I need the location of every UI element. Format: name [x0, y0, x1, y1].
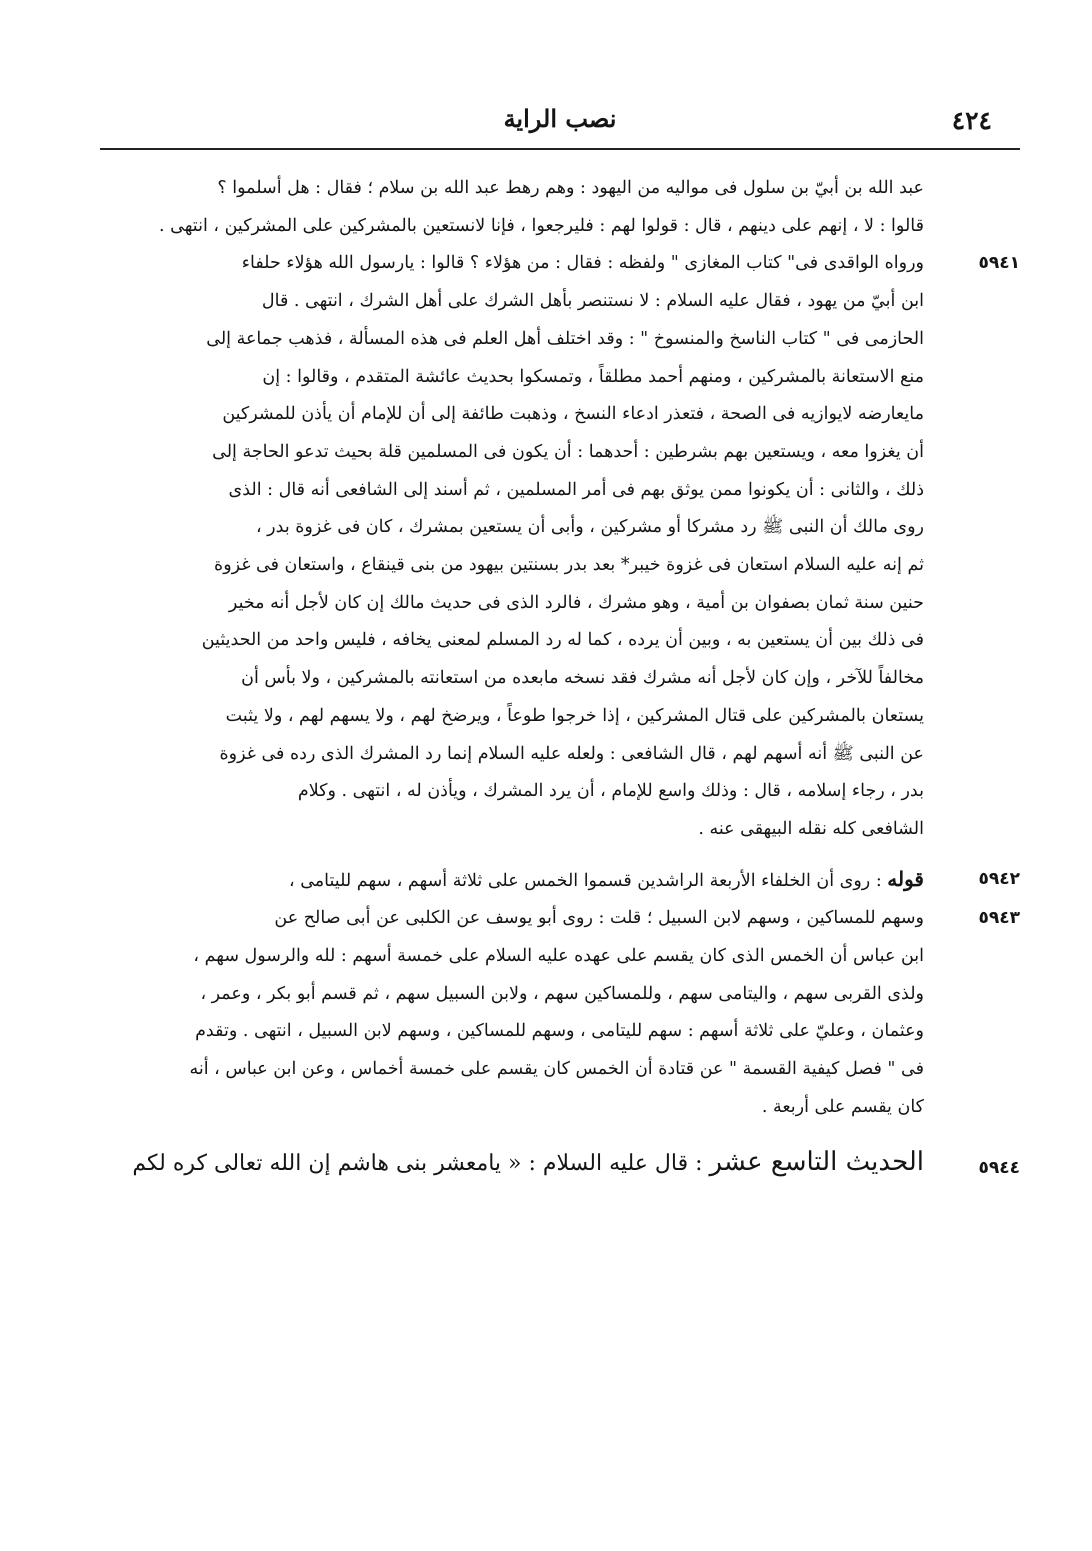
text-line: قالوا : لا ، إنهم على دينهم ، قال : قولوا لهم : فليرجعوا ، فإنا لانستعين بالمشركين على المشركين ، انتهى .	[159, 215, 924, 236]
text-line: حنين سنة ثمان بصفوان بن أمية ، وهو مشرك ، فالرد الذى فى حديث مالك إن كان لأجل أنه مخير	[228, 592, 924, 613]
text-line: ولذى القربى سهم ، واليتامى سهم ، وللمساكين سهم ، ولابن السبيل سهم ، ثم قسم أبو بكر ، وعمر ،	[200, 983, 924, 1004]
hadith-number: ٥٩٤٢	[978, 868, 1020, 889]
text-line: عبد الله بن أبيّ بن سلول فى مواليه من اليهود : وهم رهط عبد الله بن سلام ؛ فقال : هل أسلموا ؟	[217, 178, 924, 198]
text-line: منع الاستعانة بالمشركين ، ومنهم أحمد مطلقاً ، وتمسكوا بحديث عائشة المتقدم ، وقالوا : إن	[262, 366, 924, 387]
header-rule	[100, 148, 1020, 150]
page-number: ٤٢٤	[951, 106, 992, 135]
text-line: فى " فصل كيفية القسمة " عن قتادة أن الخمس كان يقسم على خمسة أخماس ، وعن ابن عباس ، أنه	[189, 1059, 924, 1080]
paragraph-5941	[100, 245, 1020, 848]
paragraph-5942	[100, 861, 1020, 901]
text-line: بدر ، رجاء إسلامه ، قال : وذلك واسع للإمام ، أن يرد المشرك ، ويأذن له ، انتهى . وكلام	[297, 781, 924, 802]
text-line: ذلك ، والثانى : أن يكونوا ممن يوثق بهم فى أمر المسلمين ، ثم أسند إلى الشافعى أنه قال : الذى	[228, 479, 924, 500]
hadith-number: ٥٩٤٣	[978, 908, 1020, 929]
text-line: روى مالك أن النبى ﷺ رد مشركا أو مشركين ، وأبى أن يستعين بمشرك ، كان فى غزوة بدر ،	[255, 517, 924, 538]
text-line: ثم إنه عليه السلام استعان فى غزوة خيبر* بعد بدر بسنتين بيهود من بنى قينقاع ، واستعان فى غزوة	[214, 555, 924, 576]
text-line: وسهم للمساكين ، وسهم لابن السبيل ؛ قلت : روى أبو يوسف عن الكلبى عن أبى صالح عن	[274, 908, 924, 929]
lead-word: قوله	[887, 866, 924, 891]
hadith-number: ٥٩٤١	[978, 253, 1020, 274]
text-line: عن النبى ﷺ أنه أسهم لهم ، قال الشافعى : ولعله عليه السلام إنما رد المشرك الذى رده فى غزوة	[219, 743, 924, 764]
text-line: ابن عباس أن الخمس الذى كان يقسم على عهده عليه السلام على خمسة أسهم : لله والرسول سهم ،	[193, 946, 924, 967]
text-line: ورواه الواقدى فى" كتاب المغازى " ولفظه : فقال : من هؤلاء ؟ قالوا : يارسول الله هؤلاء حلفاء	[241, 253, 924, 274]
hadith-number: ٥٩٤٤	[978, 1157, 1020, 1178]
text-line: وعثمان ، وعليّ على ثلاثة أسهم : سهم لليتامى ، وسهم للمساكين ، وسهم لابن السبيل ، انتهى . وتقدم	[195, 1021, 924, 1042]
running-title: نصب الراية	[503, 104, 617, 133]
text-line: مايعارضه لايوازيه فى الصحة ، فتعذر ادعاء النسخ ، وذهبت طائفة إلى أن للإمام أن يأذن للمشركين	[222, 404, 924, 425]
text-line	[100, 861, 924, 901]
text-fragment: : روى أن الخلفاء الأربعة الراشدين قسموا الخمس على ثلاثة أسهم ، سهم لليتامى ،	[289, 870, 888, 891]
text-line: ابن أبيّ من يهود ، فقال عليه السلام : لا نستنصر بأهل الشرك على أهل الشرك ، انتهى . قال	[261, 291, 924, 312]
paragraph-5943	[100, 900, 1020, 1126]
text-line: كان يقسم على أربعة .	[761, 1096, 924, 1117]
text-line: أن يغزوا معه ، ويستعين بهم بشرطين : أحدهما : أن يكون فى المسلمين قلة بحيث تدعو الحاجة إلى	[212, 441, 924, 462]
paragraph-continuation	[100, 170, 924, 245]
text-line	[100, 1139, 924, 1187]
text-line: مخالفاً للآخر ، وإن كان لأجل أنه مشرك فقد نسخه مابعده من استعانته بالمشركين ، ولا بأس أن	[241, 668, 924, 689]
text-line: الحازمى فى " كتاب الناسخ والمنسوخ " : وقد اختلف أهل العلم فى هذه المسألة ، فذهب جماعة إلى	[206, 328, 924, 349]
section-heading: الحديث التاسع عشر	[709, 1146, 924, 1177]
text-line: فى ذلك بين أن يستعين به ، وبين أن يرده ، كما له رد المسلم لمعنى يخافه ، فليس واحد من الحديثين	[201, 630, 924, 651]
text-line: يستعان بالمشركين على قتال المشركين ، إذا خرجوا طوعاً ، ويرضخ لهم ، ولا يسهم لهم ، ولا يثبت	[225, 705, 924, 726]
text-fragment: : قال عليه السلام : « يامعشر بنى هاشم إن الله تعالى كره لكم	[132, 1150, 710, 1176]
text-line: الشافعى كله نقله البيهقى عنه .	[698, 818, 924, 839]
paragraph-5944	[100, 1139, 1020, 1187]
page-body	[100, 170, 1020, 1187]
page-header	[100, 102, 1020, 144]
